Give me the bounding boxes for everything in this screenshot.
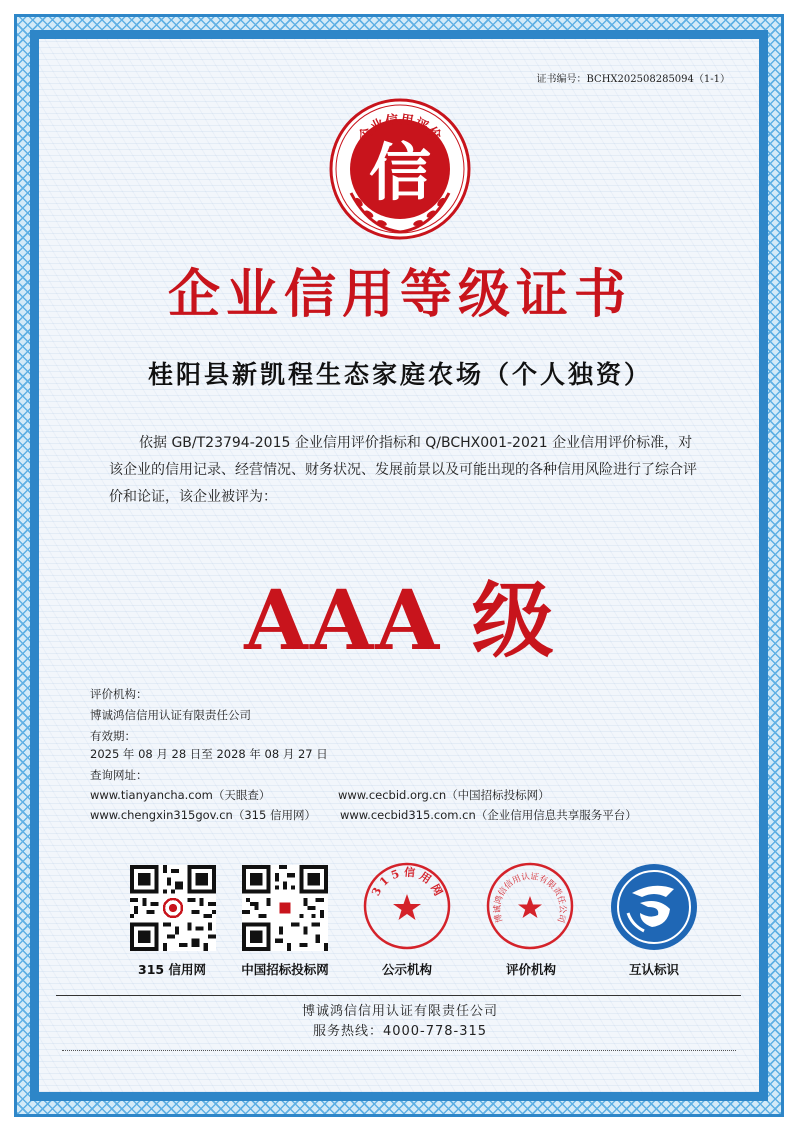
footer-dotted-line xyxy=(62,1050,736,1051)
certificate-number: 证书编号：BCHX202508285094（1-1） xyxy=(536,74,730,85)
emblem-text: 企业信用评价 xyxy=(355,112,445,145)
query-site-chengxin315: www.chengxin315gov.cn（315 信用网） xyxy=(90,808,316,822)
credit-grade: AAA 级 xyxy=(244,573,556,669)
mutual-recognition-logo-icon xyxy=(610,863,698,951)
svg-text:3 1 5 信 用 网 xyxy=(369,865,445,898)
query-site-cecbid: www.cecbid.org.cn（中国招标投标网） xyxy=(338,788,550,802)
caption-315-credit: 315 信用网 xyxy=(138,962,206,977)
seal2-text: 博诚鸿信信用认证有限责任公司 xyxy=(492,871,568,924)
caption-mutual-recognition: 互认标识 xyxy=(628,962,679,977)
emblem-center-char: 信 xyxy=(368,136,432,209)
evaluation-description: 依据 GB/T23794-2015 企业信用评价指标和 Q/BCHX001-2021 企业信用评价标准，对该企业的信用记录、经营情况、财务状况、发展前景以及可能出现的各种信用风险进行了综合评价和论证，该企业被评为： xyxy=(109,435,697,505)
certificate-title: 企业信用等级证书 xyxy=(167,265,632,325)
caption-cecbid: 中国招标投标网 xyxy=(241,962,329,977)
footer-divider xyxy=(56,995,741,996)
validity-label: 有效期： xyxy=(90,729,136,743)
caption-evaluation-org: 评价机构 xyxy=(505,962,556,977)
query-label: 查询网址： xyxy=(90,768,148,782)
credit-emblem-icon xyxy=(329,98,471,240)
org-label: 评价机构： xyxy=(90,687,148,701)
query-site-cecbid315: www.cecbid315.com.cn（企业信用信息共享服务平台） xyxy=(340,808,637,822)
qr-code-icon xyxy=(130,865,216,951)
seal1-text: 3 1 5 信 用 网 xyxy=(369,865,445,898)
footer-company: 博诚鸿信信用认证有限责任公司 xyxy=(301,1004,498,1019)
public-seal-icon xyxy=(361,860,453,952)
footer-hotline: 服务热线：4000-778-315 xyxy=(312,1024,488,1039)
company-name: 桂阳县新凯程生态家庭农场（个人独资） xyxy=(147,360,652,389)
query-site-tianyancha: www.tianyancha.com（天眼查） xyxy=(90,788,271,802)
evaluation-seal-icon xyxy=(484,860,576,952)
org-value: 博诚鸿信信用认证有限责任公司 xyxy=(90,708,251,722)
caption-public-org: 公示机构 xyxy=(381,962,432,977)
validity-value: 2025 年 08 月 28 日至 2028 年 08 月 27 日 xyxy=(90,747,328,761)
qr-code-icon xyxy=(242,865,328,951)
